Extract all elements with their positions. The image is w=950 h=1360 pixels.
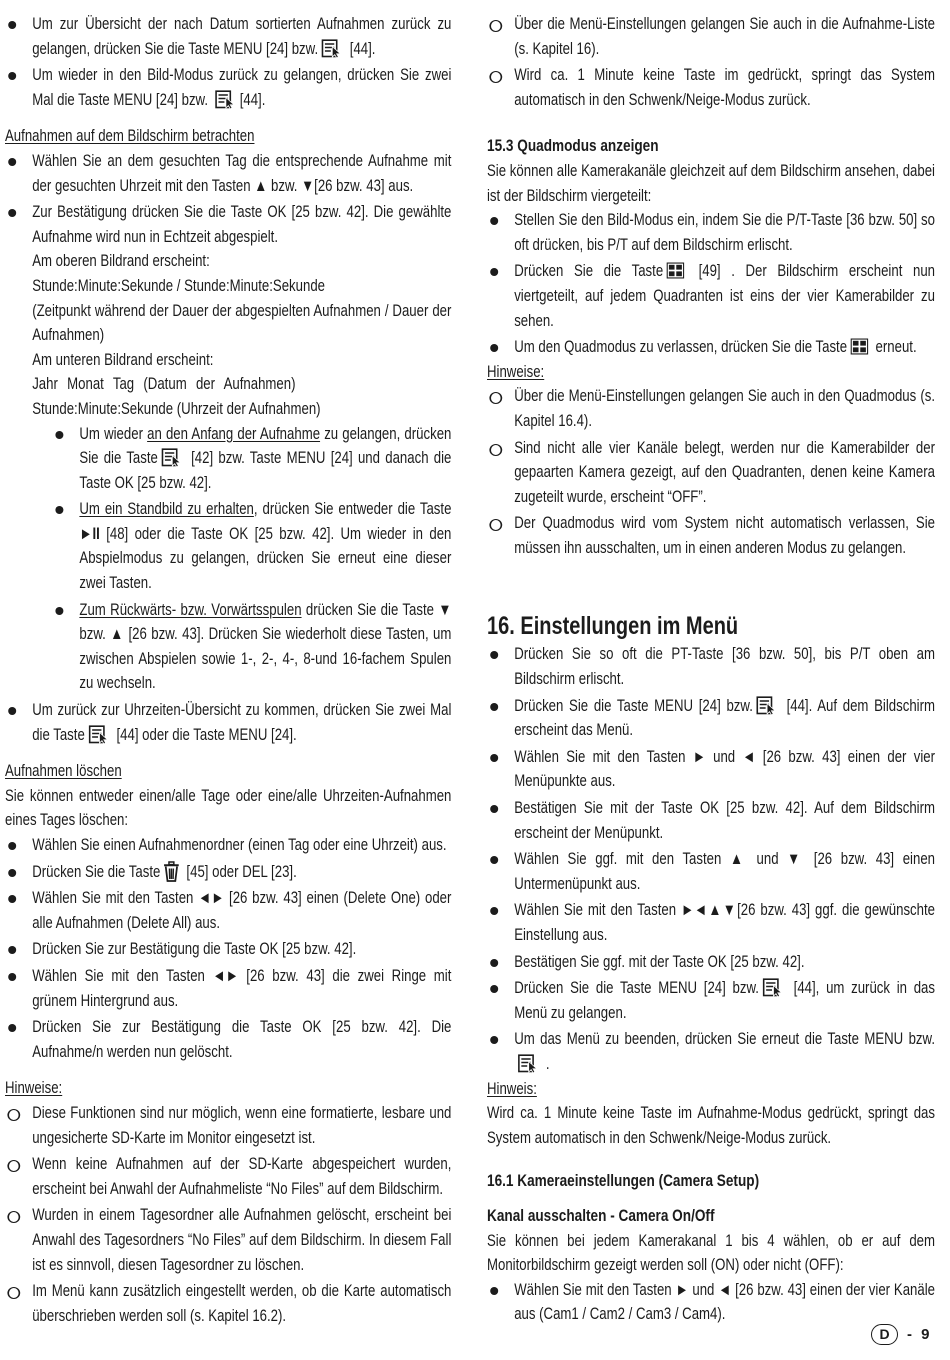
instruction-text: Wählen Sie mit den Tasten ►◄▲▼[26 bzw. 43] ggf. die gewünschte Einstellung aus.	[514, 901, 935, 944]
instruction-text: Wählen Sie ggf. mit den Tasten ▲ und ▼ [26 bzw. 43] einen Untermenüpunkt aus.	[514, 850, 935, 893]
menu-key-icon	[161, 448, 183, 467]
instruction-item	[487, 642, 935, 691]
instruction-item	[487, 976, 935, 1025]
info-line: Stunde:Minute:Sekunde (Uhrzeit der Aufnahmen)	[32, 399, 321, 418]
note-text: Der Quadmodus wird vom System nicht automatisch verlassen, Sie müssen ihn ausschalten, um in einen anderen Modus zu gelangen.	[514, 514, 935, 557]
note-text: Wurden in einem Tagesordner alle Aufnahmen gelöscht, erscheint bei Anwahl des Tagesordners “No Files” auf dem Bildschirm. In diesem Fall ist es sinnvoll, diesen Tagesordner zu löschen.	[32, 1206, 452, 1274]
instruction-text: [49] . Der Bildschirm erscheint nun viertgeteilt, auf jedem Quadranten ist eins der vier Kamerabilder zu sehen.	[514, 262, 936, 330]
chapter-heading-menu-settings: 16. Einstellungen im Menü	[487, 612, 739, 641]
note-text: Diese Funktionen sind nur möglich, wenn eine formatierte, lesbare und ungesicherte SD-Karte im Monitor eingesetzt ist.	[32, 1103, 452, 1147]
instruction-text: [44].	[346, 39, 376, 58]
instruction-item	[5, 937, 451, 962]
instruction-item	[487, 898, 935, 947]
instruction-text: , drücken Sie entweder die Taste	[253, 500, 452, 519]
play-pause-key-label: ►II	[79, 524, 100, 543]
instruction-text: Zur Bestätigung drücken Sie die Taste OK [25 bzw. 42]. Die gewählte Aufnahme wird nun in Echtzeit abgespielt.	[32, 203, 452, 246]
instruction-text: Wählen Sie an dem gesuchten Tag die entsprechende Aufnahme mit der gesuchten Uhrzeit mit den Tasten ▲ bzw. ▼[26 bzw. 43] aus.	[32, 151, 452, 195]
delete-instructions	[5, 833, 451, 1064]
instruction-text: Wählen Sie mit den Tasten ► und ◄ [26 bzw. 43] einen der vier Menüpunkte aus.	[514, 747, 935, 791]
instruction-text: Drücken Sie die Taste MENU [24] bzw.	[514, 696, 753, 715]
instruction-text: zu gelangen, drücken Sie die Taste	[79, 424, 452, 468]
quad-instructions	[487, 208, 935, 360]
instruction-item	[487, 950, 935, 975]
camera-intro: Sie können bei jedem Kamerakanal 1 bis 4 wählen, ob er auf dem Monitorbildschirm gezeigt werden soll (ON) oder nicht (OFF):	[487, 1231, 935, 1275]
instruction-text: Drücken Sie zur Bestätigung die Taste OK [25 bzw. 42].	[32, 940, 357, 959]
note-item	[5, 1279, 451, 1328]
instruction-text: Drücken Sie so oft die PT-Taste [36 bzw. 50], bis P/T oben am Bildschirm erlischt.	[514, 645, 935, 689]
info-line: Am oberen Bildrand erscheint:	[32, 252, 210, 271]
camera-instructions	[487, 1278, 935, 1327]
instruction-item	[5, 63, 451, 112]
instruction-text: [44].	[239, 90, 266, 109]
info-line: (Zeitpunkt während der Dauer der abgespielten Aufnahmen / Dauer der Aufnahmen)	[32, 301, 452, 345]
menu-key-icon	[88, 725, 110, 744]
section-heading-camera-setup: 16.1 Kameraeinstellungen (Camera Setup)	[487, 1171, 760, 1191]
note-item	[5, 1203, 451, 1277]
notes-heading: Hinweise:	[487, 362, 545, 381]
instruction-text: .	[542, 1054, 550, 1073]
instruction-text: Wählen Sie einen Aufnahmenordner (einen Tag oder eine Uhrzeit) aus.	[32, 836, 447, 854]
menu-instructions	[487, 642, 935, 1076]
menu-key-icon	[215, 90, 237, 109]
instruction-item	[5, 149, 451, 198]
instruction-item	[487, 745, 935, 794]
instruction-item	[5, 833, 451, 858]
instruction-item	[5, 860, 451, 885]
instruction-item	[487, 259, 935, 333]
instruction-item	[487, 208, 935, 257]
subheading-camera-on-off: Kanal ausschalten - Camera On/Off	[487, 1205, 715, 1225]
menu-key-icon	[517, 1054, 539, 1073]
instruction-text: [45] oder DEL [23].	[182, 862, 297, 881]
instruction-item	[487, 335, 935, 360]
instruction-item	[487, 847, 935, 896]
instruction-text: Drücken Sie die Taste	[514, 262, 664, 281]
sub-instruction-item	[52, 497, 451, 595]
instruction-text: Wählen Sie mit den Tasten ◄► [26 bzw. 43] einen (Delete One) oder alle Aufnahmen (Delete All) aus.	[32, 889, 452, 932]
note-text: Über die Menü-Einstellungen gelangen Sie auch in die Aufnahme-Liste (s. Kapitel 16).	[514, 15, 935, 58]
instruction-item	[487, 796, 935, 845]
note-item	[487, 384, 935, 433]
menu-key-icon	[762, 978, 784, 997]
section-heading-delete-recordings: Aufnahmen löschen	[5, 762, 122, 781]
instruction-text: [48] oder die Taste OK [25 bzw. 42]. Um wieder in den Abspielmodus zu gelangen, drücken Sie erneut eine dieser zwei Tasten.	[79, 524, 452, 593]
view-recordings-instructions	[5, 149, 451, 747]
note-item	[5, 1101, 451, 1150]
menu-key-icon	[756, 696, 778, 715]
instruction-text: Bestätigen Sie mit der Taste OK [25 bzw. 42]. Auf dem Bildschirm erscheint der Menüpunkt.	[514, 799, 935, 842]
page-footer	[871, 1323, 930, 1345]
instruction-text: [44] oder die Taste MENU [24].	[112, 725, 297, 744]
instruction-text: Stellen Sie den Bild-Modus ein, indem Sie die P/T-Taste [36 bzw. 50] so oft drücken, bis P/T auf dem Bildschirm erlischt.	[514, 211, 935, 254]
notes-list	[5, 1101, 451, 1328]
note-text: Wenn keine Aufnahmen auf der SD-Karte abgespeichert wurden, erscheint bei Anwahl der Aufnahmeliste “No Files” auf dem Bildschirm.	[32, 1155, 452, 1198]
instruction-text: Um zurück zur Uhrzeiten-Übersicht zu kommen, drücken Sie zwei Mal die Taste	[32, 701, 452, 744]
section-heading-view-recordings: Aufnahmen auf dem Bildschirm betrachten	[5, 127, 255, 146]
trash-icon	[163, 861, 181, 882]
info-line: Jahr Monat Tag (Datum der Aufnahmen)	[32, 375, 296, 394]
instruction-text: [44]. Auf dem Bildschirm erscheint das Menü.	[514, 696, 935, 740]
instruction-text: Wählen Sie mit den Tasten ► und ◄ [26 bzw. 43] einen der vier Kanäle aus (Cam1 / Cam2 / Cam3 / Cam4).	[514, 1280, 935, 1324]
underlined-text: Zum Rückwärts- bzw. Vorwärtsspulen	[79, 600, 302, 619]
instruction-item	[5, 12, 451, 61]
instruction-text: Um das Menü zu beenden, drücken Sie erneut die Taste MENU bzw.	[514, 1030, 935, 1049]
quad-intro: Sie können alle Kamerakanäle gleichzeit auf dem Bildschirm ansehen, dabei ist der Bildschirm viergeteilt:	[487, 161, 935, 205]
notes-heading: Hinweise:	[5, 1079, 63, 1098]
instruction-text: Um wieder	[79, 424, 148, 443]
menu-note: Wird ca. 1 Minute keine Taste im Aufnahme-Modus gedrückt, springt das System automatisch in den Schwenk/Neige-Modus zurück.	[487, 1104, 935, 1147]
info-line: Stunde:Minute:Sekunde / Stunde:Minute:Sekunde	[32, 276, 326, 295]
instruction-item	[487, 694, 935, 743]
instruction-text: Bestätigen Sie ggf. mit der Taste OK [25 bzw. 42].	[514, 952, 805, 971]
note-heading: Hinweis:	[487, 1079, 537, 1098]
page-number: - 9	[907, 1325, 930, 1343]
display-info	[32, 249, 451, 421]
instruction-item	[5, 964, 451, 1013]
delete-intro: Sie können entweder einen/alle Tage oder eine/alle Uhrzeiten-Aufnahmen eines Tages löschen:	[5, 786, 452, 830]
overview-instructions	[5, 12, 451, 112]
instruction-text: drücken Sie die Taste ▼ bzw. ▲ [26 bzw. 43]. Drücken Sie wiederholt diese Tasten, um zwischen Abspielen sowie 1-, 2-, 4-, 8-und 16-fachem Spulen zu wechseln.	[79, 600, 452, 693]
instruction-text: Um wieder in den Bild-Modus zurück zu gelangen, drücken Sie zwei Mal die Taste MENU [24] bzw.	[32, 66, 452, 109]
instruction-text: Um den Quadmodus zu verlassen, drücken Sie die Taste	[514, 338, 848, 357]
sub-instruction-item	[52, 598, 451, 696]
menu-key-icon	[321, 39, 343, 58]
underlined-text: Um ein Standbild zu erhalten	[79, 500, 254, 519]
info-line: Am unteren Bildrand erscheint:	[32, 350, 214, 369]
note-item	[5, 1152, 451, 1201]
note-text: Wird ca. 1 Minute keine Taste im gedrückt, springt das System automatisch in den Schwenk/Neige-Modus zurück.	[514, 66, 935, 109]
instruction-text: Drücken Sie zur Bestätigung die Taste OK [25 bzw. 42]. Die Aufnahme/n werden nun gelöscht.	[32, 1018, 452, 1061]
underlined-text: an den Anfang der Aufnahme	[147, 424, 321, 443]
note-item	[487, 12, 935, 61]
instruction-text: [44], um zurück in das Menü zu gelangen.	[514, 979, 935, 1022]
instruction-text: erneut.	[871, 338, 917, 357]
quad-key-icon	[850, 338, 868, 355]
instruction-text: [42] bzw. Taste MENU [24] und danach die Taste OK [25 bzw. 42].	[79, 449, 452, 492]
instruction-item	[487, 1278, 935, 1327]
note-item	[487, 63, 935, 112]
instruction-item	[5, 886, 451, 935]
section-heading-quad-mode: 15.3 Quadmodus anzeigen	[487, 136, 659, 156]
note-item	[487, 436, 935, 510]
instruction-text: Drücken Sie die Taste	[32, 862, 161, 881]
quad-notes-list	[487, 384, 935, 560]
right-column	[487, 12, 935, 1327]
notes-list-continued	[487, 12, 935, 112]
instruction-text: Wählen Sie mit den Tasten ◄► [26 bzw. 43] die zwei Ringe mit grünem Hintergrund aus.	[32, 966, 452, 1010]
instruction-item	[5, 200, 451, 696]
instruction-text: Um zur Übersicht der nach Datum sortierten Aufnahmen zurück zu gelangen, drücken Sie die Taste MENU [24] bzw.	[32, 15, 452, 58]
sub-instruction-item	[52, 422, 451, 496]
instruction-item	[487, 1027, 935, 1076]
instruction-text: Drücken Sie die Taste MENU [24] bzw.	[514, 979, 759, 998]
note-text: Im Menü kann zusätzlich eingestellt werden, ob die Karte automatisch überschrieben werden soll (s. Kapitel 16.2).	[32, 1282, 452, 1325]
instruction-item	[5, 1015, 451, 1064]
playback-options	[52, 422, 451, 697]
quad-key-icon	[666, 262, 684, 279]
note-item	[487, 511, 935, 560]
note-text: Über die Menü-Einstellungen gelangen Sie auch in den Quadmodus (s. Kapitel 16.4).	[514, 387, 935, 430]
left-column	[5, 12, 451, 1328]
instruction-item	[5, 698, 451, 747]
note-text: Sind nicht alle vier Kanäle belegt, werden nur die Kamerabilder der gepaarten Kamera gezeigt, auf den Quadranten, denen keine Kamera zugeteilt wurde, erscheint “OFF”.	[514, 438, 935, 506]
language-badge: D	[871, 1324, 898, 1345]
